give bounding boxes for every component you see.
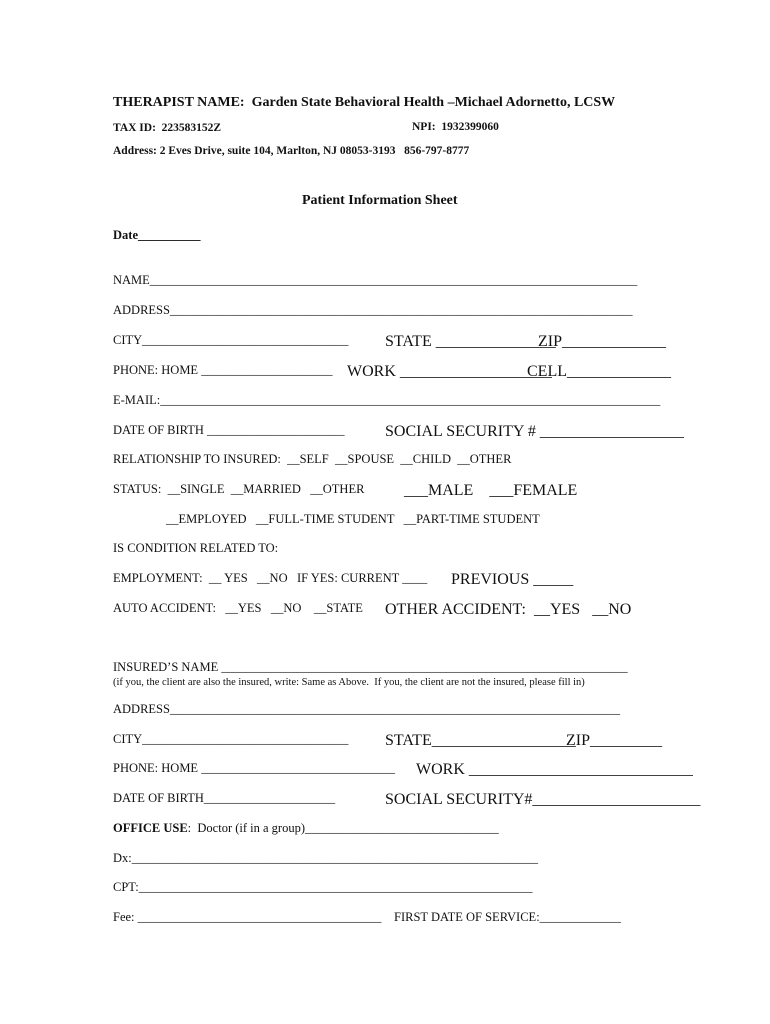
other-accident-options[interactable]: OTHER ACCIDENT: __YES __NO <box>385 601 632 618</box>
status-options[interactable]: STATUS: __SINGLE __MARRIED __OTHER <box>113 482 365 496</box>
previous-field[interactable]: PREVIOUS _____ <box>451 571 574 588</box>
phone-home-field[interactable]: PHONE: HOME _____________________ <box>113 363 333 377</box>
tax-id: TAX ID: 223583152Z <box>113 122 222 134</box>
office-use-line <box>113 821 499 835</box>
fee-field[interactable]: Fee: _______________________________________ <box>113 910 382 924</box>
email-field[interactable]: E-MAIL:________________________________________________________________________________ <box>113 393 661 407</box>
name-field[interactable]: NAME______________________________________________________________________________ <box>113 273 638 287</box>
insured-phone-work-field[interactable]: WORK ____________________________ <box>416 761 693 778</box>
dob-field[interactable]: DATE OF BIRTH ______________________ <box>113 423 345 437</box>
insured-address-field[interactable]: ADDRESS________________________________________________________________________ <box>113 702 620 716</box>
ssn-field[interactable]: SOCIAL SECURITY # __________________ <box>385 423 684 440</box>
date-field[interactable]: Date__________ <box>113 228 201 242</box>
insured-ssn-field[interactable]: SOCIAL SECURITY#_____________________ <box>385 791 701 808</box>
insured-city-field[interactable]: CITY_________________________________ <box>113 732 349 746</box>
office-use-label: OFFICE USE <box>113 821 188 835</box>
cpt-field[interactable]: CPT:_______________________________________________________________ <box>113 880 533 894</box>
insured-phone-home-field[interactable]: PHONE: HOME _______________________________ <box>113 761 395 775</box>
employment-options[interactable]: EMPLOYMENT: __ YES __NO IF YES: CURRENT ____ <box>113 571 428 585</box>
employment-status-options[interactable]: __EMPLOYED __FULL-TIME STUDENT __PART-TIME STUDENT <box>166 512 540 526</box>
insured-zip-field[interactable]: ZIP_________ <box>566 732 662 749</box>
address-field[interactable]: ADDRESS__________________________________________________________________________ <box>113 303 633 317</box>
insured-note: (if you, the client are also the insured, write: Same as Above. If you, the client are not the insured, please fill in) <box>113 677 585 688</box>
gender-options[interactable]: ___MALE ___FEMALE <box>404 482 578 499</box>
dx-field[interactable]: Dx:_________________________________________________________________ <box>113 851 538 865</box>
insured-state-field[interactable]: STATE__________________ <box>385 732 576 749</box>
phone-work-field[interactable]: WORK ___________________ <box>347 363 552 380</box>
page-title: Patient Information Sheet <box>302 193 458 208</box>
relationship-options[interactable]: RELATIONSHIP TO INSURED: __SELF __SPOUSE __CHILD __OTHER <box>113 452 512 466</box>
phone-cell-field[interactable]: CELL_____________ <box>527 363 671 380</box>
doctor-field[interactable]: : Doctor (if in a group)_______________________________ <box>187 821 499 835</box>
insured-name-field[interactable]: INSURED’S NAME _________________________________________________________________ <box>113 660 628 674</box>
insured-dob-field[interactable]: DATE OF BIRTH_____________________ <box>113 791 336 805</box>
state-field[interactable]: STATE _______________ <box>385 333 556 350</box>
npi: NPI: 1932399060 <box>412 121 499 133</box>
practice-address: Address: 2 Eves Drive, suite 104, Marlton, NJ 08053-3193 856-797-8777 <box>113 145 470 157</box>
zip-field[interactable]: ZIP_____________ <box>538 333 666 350</box>
first-date-of-service-field[interactable]: FIRST DATE OF SERVICE:_____________ <box>394 910 621 924</box>
city-field[interactable]: CITY_________________________________ <box>113 333 349 347</box>
condition-label: IS CONDITION RELATED TO: <box>113 541 279 555</box>
therapist-name: THERAPIST NAME: Garden State Behavioral Health –Michael Adornetto, LCSW <box>113 95 616 110</box>
auto-accident-options[interactable]: AUTO ACCIDENT: __YES __NO __STATE <box>113 601 363 615</box>
